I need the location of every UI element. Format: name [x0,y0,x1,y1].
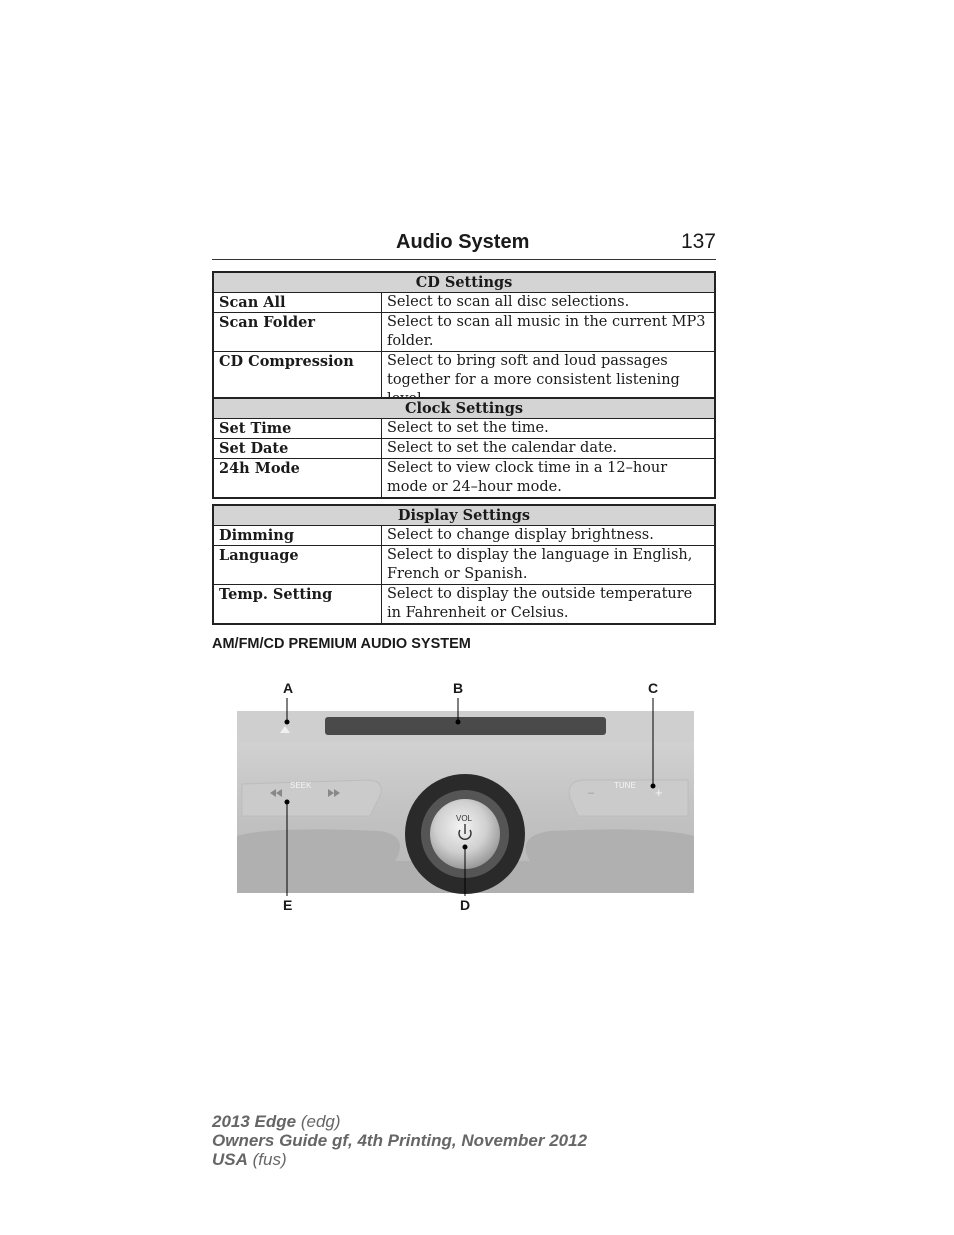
setting-name: Set Date [213,439,382,459]
footer-model-code: (edg) [296,1112,341,1131]
footer-model: 2013 Edge [212,1112,297,1131]
table-row [213,526,715,546]
setting-name: CD Compression [213,352,382,411]
setting-description: Select to bring soft and loud passages together for a more consistent listening [382,352,716,411]
setting-name: Scan All [213,293,382,313]
setting-name: Language [213,546,382,585]
footer-printing: Owners Guide gf, 4th Printing, November 2012 [212,1131,588,1150]
table-row [213,313,715,352]
cd-settings-table [212,271,716,411]
audio-panel-figure [230,676,700,916]
setting-description: Select to display the language in English, French or Spanish. [382,546,716,585]
setting-description: Select to set the calendar date. [382,439,716,459]
section-heading: AM/FM/CD PREMIUM AUDIO SYSTEM [212,636,471,652]
seek-button [242,780,381,816]
callout-label-d: D [460,897,471,913]
table-heading: Clock Settings [213,398,715,419]
table-row [213,546,715,585]
callout-dot-a [285,720,290,725]
callout-dot-b [456,720,461,725]
setting-name: Temp. Setting [213,585,382,625]
callout-dot-e [285,800,290,805]
display-settings-table [212,504,716,625]
callout-label-b: B [453,680,464,696]
setting-name: Dimming [213,526,382,546]
tune-plus-label: + [655,785,663,800]
page-footer [212,1112,587,1169]
table-row [213,293,715,313]
table-row [213,419,715,439]
setting-name: Scan Folder [213,313,382,352]
callout-dot-d [463,845,468,850]
footer-market: USA [212,1150,248,1169]
setting-description: Select to change display brightness. [382,526,716,546]
clock-settings-table [212,397,716,499]
page-number: 137 [680,230,716,253]
table-row [213,439,715,459]
setting-name: Set Time [213,419,382,439]
callout-label-a: A [283,680,294,696]
seek-label: SEEK [290,781,312,790]
callout-label-c: C [648,680,659,696]
setting-description: Select to scan all disc selections. [382,293,716,313]
table-heading: Display Settings [213,505,715,526]
setting-description: Select to set the time. [382,419,716,439]
setting-description: Select to display the outside temperature in Fahrenheit or Celsius. [382,585,716,625]
tune-label: TUNE [614,781,636,790]
callout-label-e: E [283,897,293,913]
page-title: Audio System [396,231,530,253]
page-header [212,229,716,260]
table-row [213,459,715,499]
table-row [213,585,715,625]
vol-label: VOL [456,814,473,823]
setting-description: Select to view clock time in a 12–hour mode or 24–hour mode. [382,459,716,499]
setting-name: 24h Mode [213,459,382,499]
setting-description: Select to scan all music in the current MP3 folder. [382,313,716,352]
panel-drawing [230,676,700,916]
cd-slot [325,717,606,735]
tune-minus-label: – [588,787,595,799]
table-heading: CD Settings [213,272,715,293]
footer-market-code: (fus) [247,1150,287,1169]
